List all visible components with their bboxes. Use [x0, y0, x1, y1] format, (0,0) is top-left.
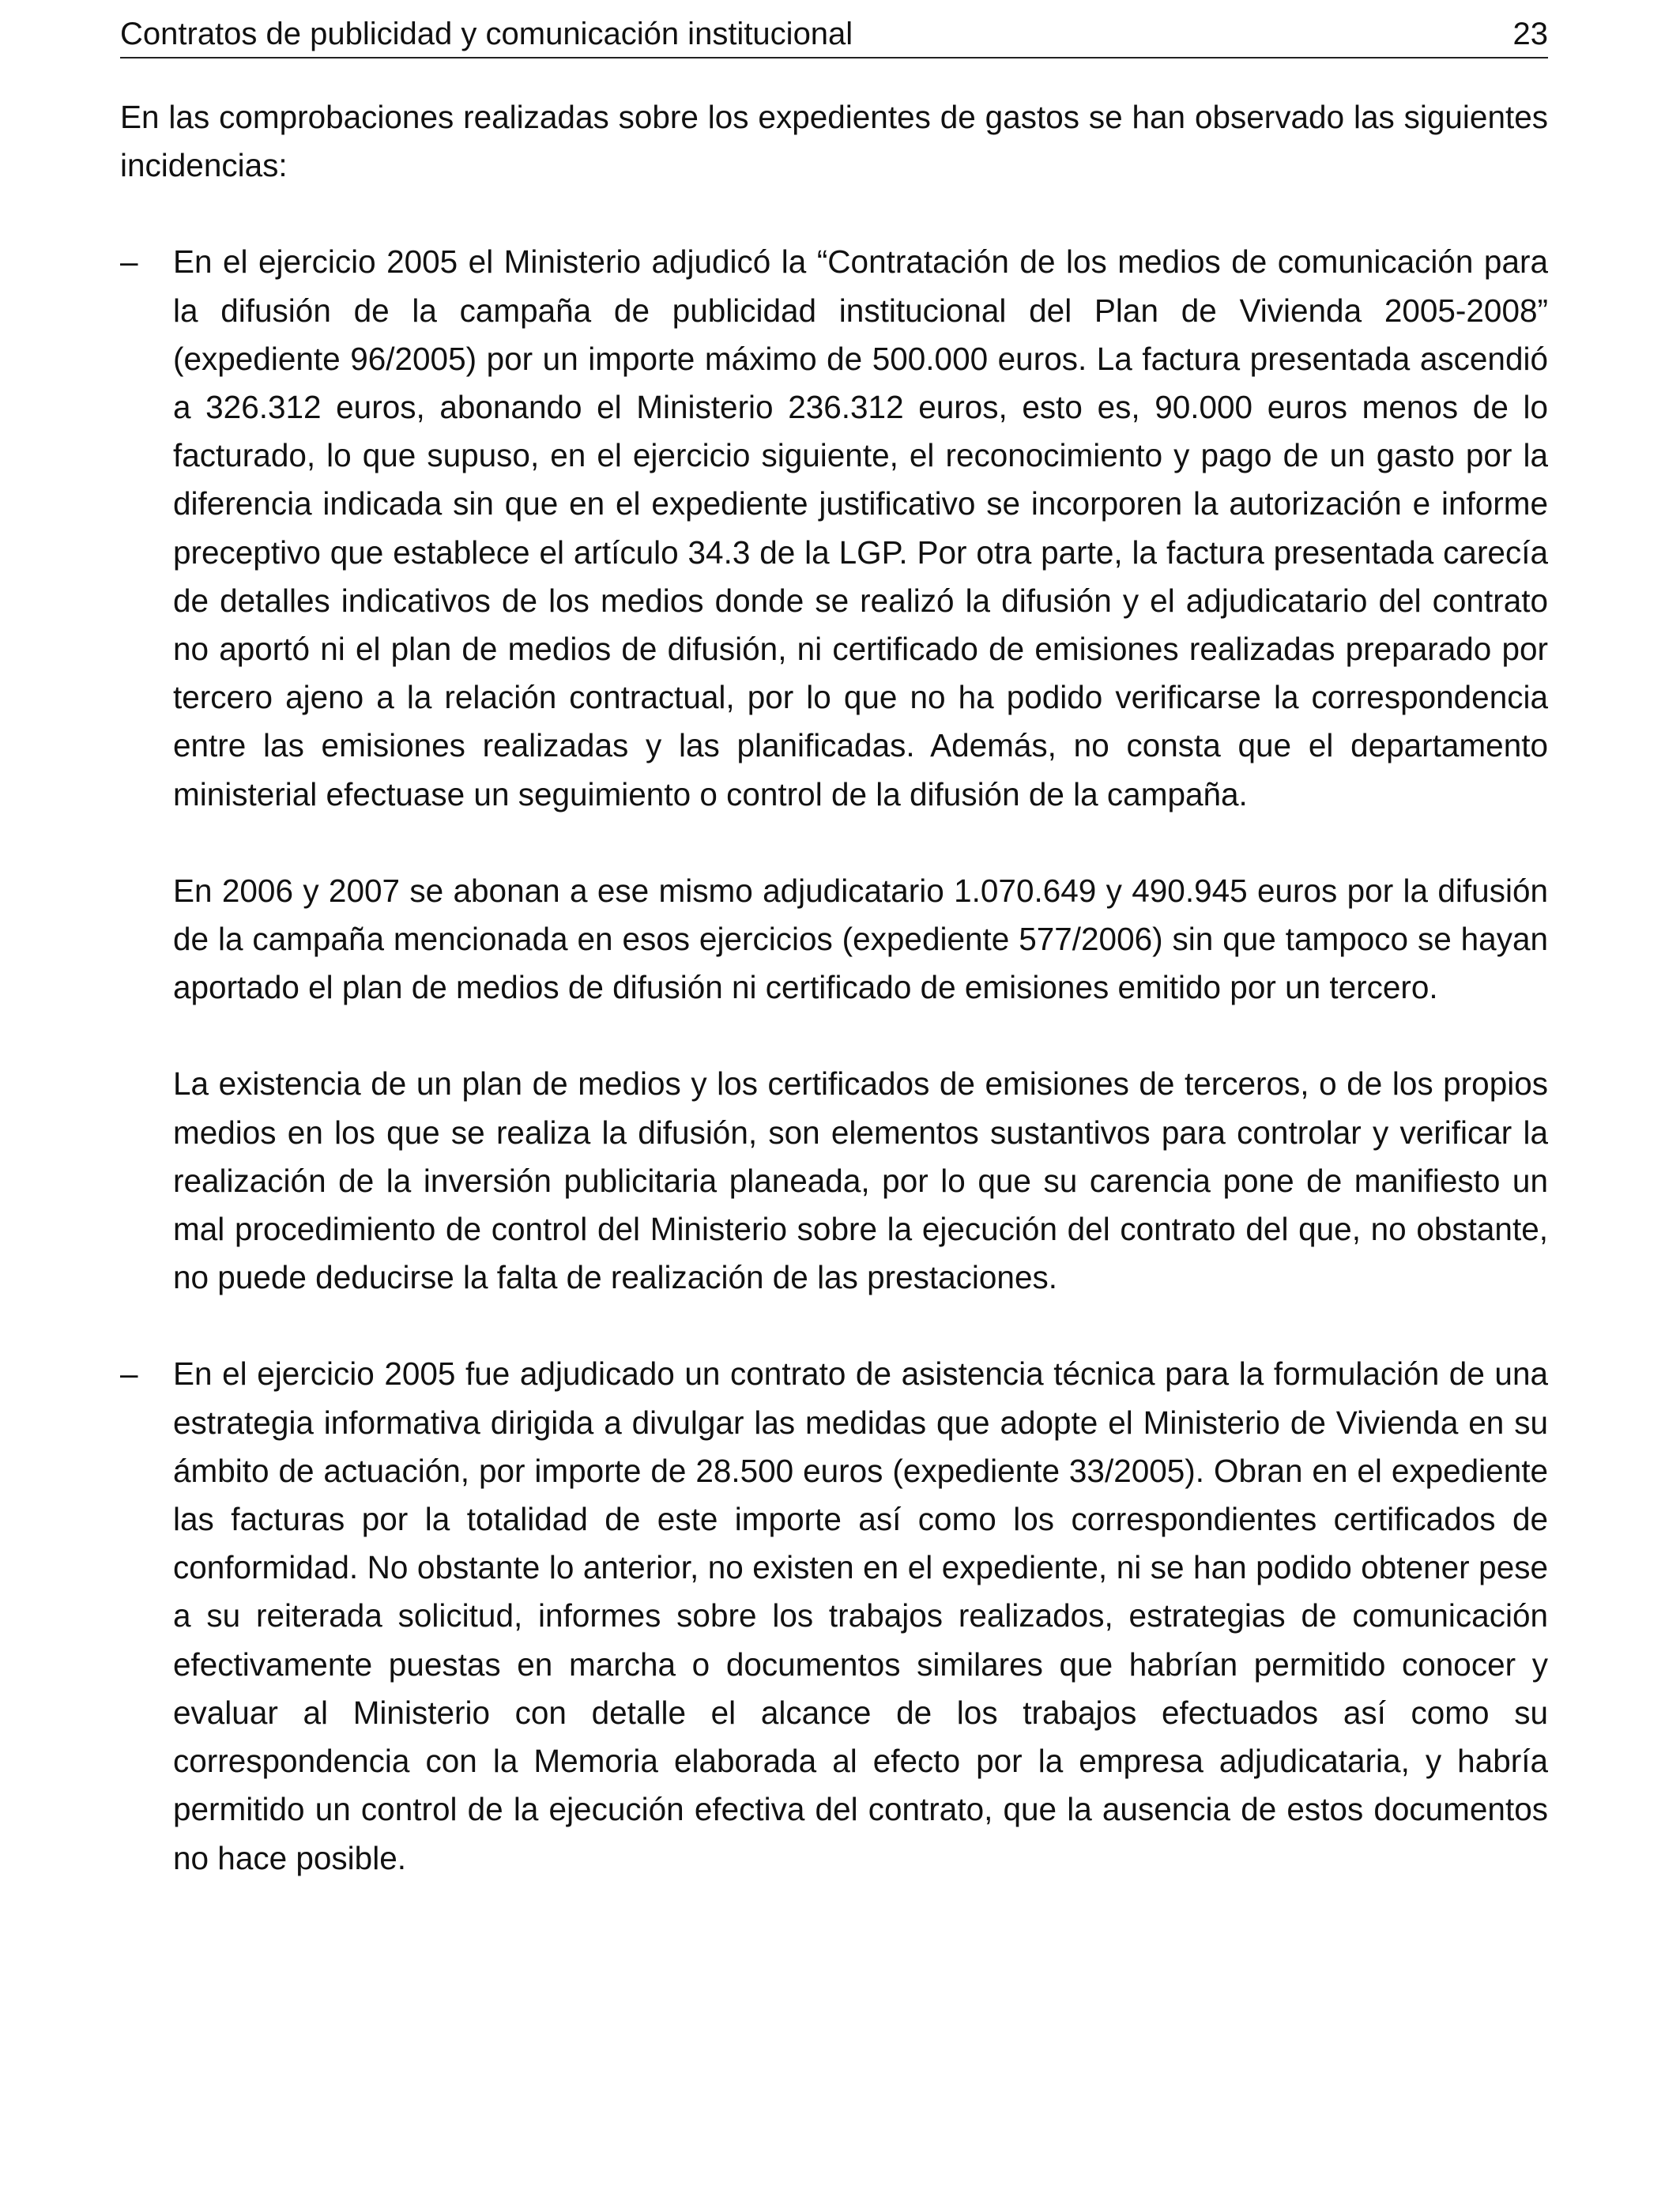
item-paragraph: La existencia de un plan de medios y los certificados de emisiones de terceros, o de los propios medios en los que se realiza la difusión, son elementos sustantivos para controlar y verificar la realización de la inversión publicitaria planeada, por lo que su carencia pone de manifiesto un mal procedimiento de control del Ministerio sobre la ejecución del contrato del que, no obstante, no puede deducirse la falta de realización de las prestaciones.	[173, 1065, 1548, 1296]
item-paragraph: En el ejercicio 2005 el Ministerio adjudicó la “Contratación de los medios de comunicación para la difusión de la campaña de publicidad institucional del Plan de Vivienda 2005-2008” (expediente 96/2005) por un importe máximo de 500.000 euros. La factura presentada ascendió a 326.312 euros, abonando el Ministerio 236.312 euros, esto es, 90.000 euros menos de lo facturado, lo que supuso, en el ejercicio siguiente, el reconocimiento y pago de un gasto por la diferencia indicada sin que en el expediente justificativo se incorporen la autorización e informe preceptivo que establece el artículo 34.3 de la LGP. Por otra parte, la factura presentada carecía de detalles indicativos de los medios donde se realizó la difusión y el adjudicatario del contrato no aportó ni el plan de medios de difusión, ni certificado de emisiones realizadas preparado por tercero ajeno a la relación contractual, por lo que no ha podido verificarse la correspondencia entre las emisiones realizadas y las planificadas. Además, no consta que el departamento ministerial efectuase un seguimiento o control de la difusión de la campaña.	[173, 243, 1548, 812]
list-bullet: –	[120, 243, 138, 281]
list-item	[120, 1350, 1548, 1882]
running-header	[120, 11, 1548, 58]
item-paragraph: En 2006 y 2007 se abonan a ese mismo adjudicatario 1.070.649 y 490.945 euros por la difusión de la campaña mencionada en esos ejercicios (expediente 577/2006) sin que tampoco se hayan aportado el plan de medios de difusión ni certificado de emisiones emitido por un tercero.	[173, 872, 1548, 1006]
intro-paragraph: En las comprobaciones realizadas sobre los expedientes de gastos se han observado las siguientes incidencias:	[120, 99, 1548, 184]
list-item	[120, 238, 1548, 1302]
document-body	[120, 93, 1548, 1883]
page-number: 23	[1512, 17, 1548, 51]
item-paragraph: En el ejercicio 2005 fue adjudicado un contrato de asistencia técnica para la formulación de una estrategia informativa dirigida a divulgar las medidas que adopte el Ministerio de Vivienda en su ámbito de actuación, por importe de 28.500 euros (expediente 33/2005). Obran en el expediente las facturas por la totalidad de este importe así como los correspondientes certificados de conformidad. No obstante lo anterior, no existen en el expediente, ni se han podido obtener pese a su reiterada solicitud, informes sobre los trabajos realizados, estrategias de comunicación efectivamente puestas en marcha o documentos similares que habrían permitido conocer y evaluar al Ministerio con detalle el alcance de los trabajos efectuados así como su correspondencia con la Memoria elaborada al efecto por la empresa adjudicataria, y habría permitido un control de la ejecución efectiva del contrato, que la ausencia de estos documentos no hace posible.	[173, 1355, 1548, 1876]
header-title: Contratos de publicidad y comunicación institucional	[120, 17, 853, 51]
list-bullet: –	[120, 1355, 138, 1393]
